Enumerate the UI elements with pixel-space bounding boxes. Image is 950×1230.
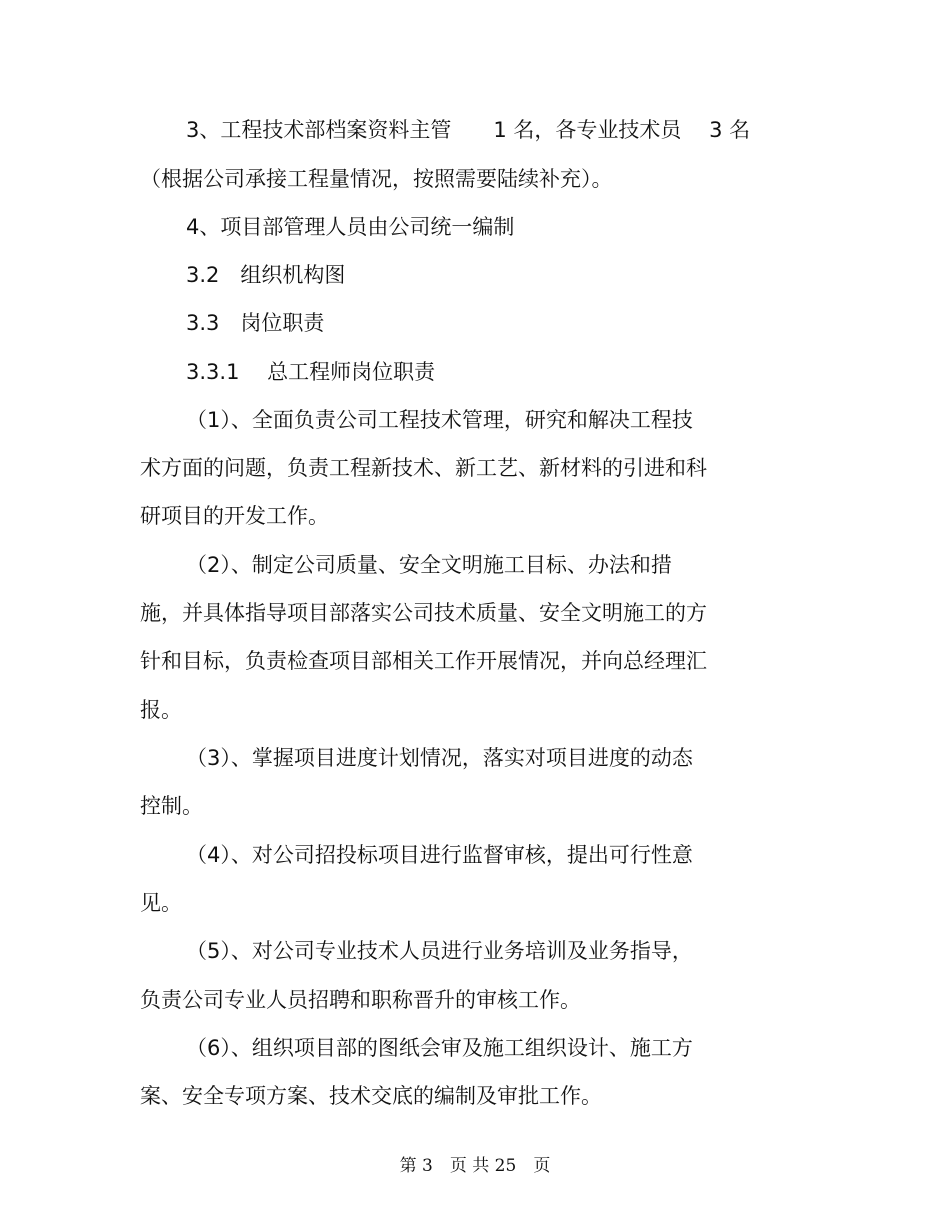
text-line: 见。 bbox=[140, 891, 182, 915]
text-line: 术方面的问题，负责工程新技术、新工艺、新材料的引进和科 bbox=[140, 456, 707, 480]
text-line: 控制。 bbox=[140, 794, 203, 818]
section-heading: 3.3.1 总工程师岗位职责 bbox=[186, 360, 436, 384]
text-line: （根据公司承接工程量情况，按照需要陆续补充）。 bbox=[140, 167, 613, 191]
text-line: 3、工程技术部档案资料主管 1 名，各专业技术员 3 名 bbox=[186, 118, 751, 142]
text-line: （2）、制定公司质量、安全文明施工目标、办法和措 bbox=[186, 553, 672, 577]
text-line: 负责公司专业人员招聘和职称晋升的审核工作。 bbox=[140, 988, 581, 1012]
text-line: 研项目的开发工作。 bbox=[140, 504, 329, 528]
text-line: （4）、对公司招投标项目进行监督审核，提出可行性意 bbox=[186, 843, 693, 867]
text-line: 报。 bbox=[140, 698, 182, 722]
text-line: （5）、对公司专业技术人员进行业务培训及业务指导， bbox=[186, 939, 693, 963]
text-line: （3）、掌握项目进度计划情况，落实对项目进度的动态 bbox=[186, 746, 693, 770]
page-footer: 第 3 页 共 25 页 bbox=[399, 1156, 551, 1176]
text-line: 针和目标，负责检查项目部相关工作开展情况，并向总经理汇 bbox=[140, 649, 707, 673]
section-heading: 3.3 岗位职责 bbox=[186, 311, 325, 335]
text-line: 4、项目部管理人员由公司统一编制 bbox=[186, 215, 515, 239]
section-heading: 3.2 组织机构图 bbox=[186, 263, 346, 287]
text-line: （6）、组织项目部的图纸会审及施工组织设计、施工方 bbox=[186, 1036, 693, 1060]
text-line: 施，并具体指导项目部落实公司技术质量、安全文明施工的方 bbox=[140, 601, 707, 625]
text-line: （1）、全面负责公司工程技术管理，研究和解决工程技 bbox=[186, 408, 693, 432]
text-line: 案、安全专项方案、技术交底的编制及审批工作。 bbox=[140, 1084, 602, 1108]
